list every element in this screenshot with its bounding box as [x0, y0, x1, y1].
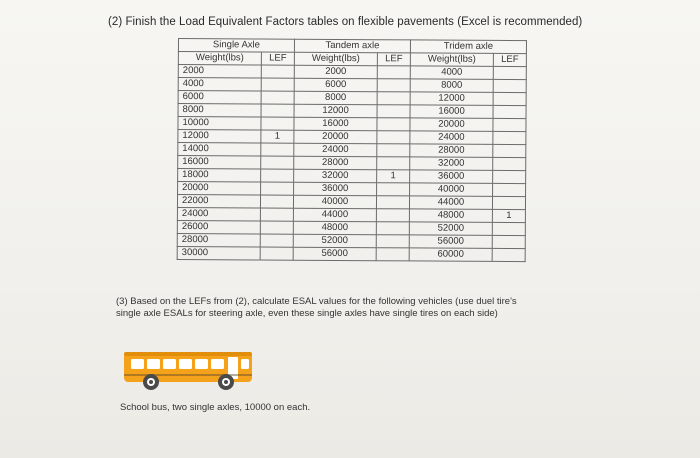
tridem-lef-cell: [493, 157, 526, 170]
lef-table-body: [177, 65, 526, 262]
single-weight-cell: 16000: [178, 156, 261, 170]
single-lef-header: LEF: [261, 52, 294, 65]
single-weight-cell: 20000: [178, 182, 261, 196]
tridem-lef-cell: [492, 222, 525, 235]
tandem-weight-cell: 2000: [294, 65, 377, 79]
single-lef-cell: [261, 78, 294, 91]
single-lef-cell: [261, 143, 294, 156]
tridem-weight-cell: 28000: [410, 144, 493, 158]
tridem-weight-header: Weight(lbs): [410, 53, 493, 67]
single-lef-cell: 1: [261, 130, 294, 143]
tridem-lef-cell: 1: [492, 209, 525, 222]
tandem-weight-cell: 12000: [294, 104, 377, 118]
single-weight-cell: 6000: [178, 91, 261, 105]
tandem-lef-cell: [376, 209, 409, 222]
bus-window: [195, 359, 208, 369]
single-lef-cell: [260, 195, 293, 208]
single-lef-cell: [260, 234, 293, 247]
single-weight-cell: 12000: [178, 130, 261, 144]
question-3-line-2: single axle ESALs for steering axle, even these single axles have single tires on each side): [116, 308, 498, 319]
tandem-weight-header: Weight(lbs): [294, 52, 377, 66]
tridem-lef-header: LEF: [493, 53, 526, 66]
question-3-text: [116, 296, 556, 320]
bus-front-hub-center: [224, 380, 228, 384]
tandem-weight-cell: 28000: [294, 156, 377, 170]
tridem-lef-cell: [493, 66, 526, 79]
single-axle-header: Single Axle: [178, 39, 294, 53]
tandem-lef-cell: [377, 79, 410, 92]
tandem-weight-cell: 6000: [294, 78, 377, 92]
tridem-weight-cell: 36000: [410, 170, 493, 184]
tridem-lef-cell: [492, 248, 525, 261]
lef-table: [177, 38, 527, 262]
bus-roof: [124, 352, 252, 356]
tridem-weight-cell: 56000: [409, 235, 492, 249]
single-lef-cell: [261, 169, 294, 182]
tandem-weight-cell: 56000: [293, 247, 376, 261]
tandem-lef-cell: [376, 235, 409, 248]
single-lef-cell: [261, 65, 294, 78]
tridem-weight-cell: 44000: [409, 196, 492, 210]
tridem-weight-cell: 40000: [410, 183, 493, 197]
single-weight-cell: 28000: [177, 233, 260, 247]
tridem-weight-cell: 12000: [410, 92, 493, 106]
question-2-heading: (2) Finish the Load Equivalent Factors tables on flexible pavements (Excel is recommended): [108, 16, 583, 28]
tridem-weight-cell: 20000: [410, 118, 493, 132]
tandem-weight-cell: 16000: [294, 117, 377, 131]
tandem-lef-cell: [377, 183, 410, 196]
tridem-weight-cell: 48000: [409, 209, 492, 223]
tridem-axle-header: Tridem axle: [410, 40, 526, 54]
tandem-weight-cell: 24000: [294, 143, 377, 157]
tandem-lef-cell: [376, 222, 409, 235]
tridem-weight-cell: 60000: [409, 248, 492, 262]
tridem-lef-cell: [493, 118, 526, 131]
question-3-line-1: (3) Based on the LEFs from (2), calculate ESAL values for the following vehicles (use duel tire's: [116, 296, 517, 307]
school-bus-icon: [122, 348, 258, 392]
tandem-lef-cell: [377, 92, 410, 105]
tandem-lef-header: LEF: [377, 53, 410, 66]
tandem-lef-cell: [376, 196, 409, 209]
bus-windshield: [241, 359, 249, 369]
single-lef-cell: [261, 104, 294, 117]
single-weight-header: Weight(lbs): [178, 52, 261, 66]
bus-window: [163, 359, 176, 369]
tandem-weight-cell: 36000: [294, 182, 377, 196]
tandem-lef-cell: [377, 66, 410, 79]
tridem-lef-cell: [493, 170, 526, 183]
single-weight-cell: 30000: [177, 246, 260, 260]
tridem-weight-cell: 52000: [409, 222, 492, 236]
single-weight-cell: 18000: [178, 169, 261, 183]
tridem-lef-cell: [492, 196, 525, 209]
tandem-lef-cell: [377, 105, 410, 118]
bus-window: [131, 359, 144, 369]
tridem-weight-cell: 24000: [410, 131, 493, 145]
tandem-weight-cell: 52000: [293, 234, 376, 248]
single-weight-cell: 10000: [178, 117, 261, 131]
tridem-weight-cell: 16000: [410, 105, 493, 119]
tandem-axle-header: Tandem axle: [294, 39, 410, 53]
single-weight-cell: 8000: [178, 104, 261, 118]
bus-window: [211, 359, 224, 369]
tridem-lef-cell: [493, 92, 526, 105]
single-weight-cell: 4000: [178, 78, 261, 92]
bus-window: [179, 359, 192, 369]
tandem-lef-cell: [377, 131, 410, 144]
single-lef-cell: [260, 247, 293, 260]
bus-caption: School bus, two single axles, 10000 on each.: [120, 402, 311, 413]
bus-window: [147, 359, 160, 369]
tridem-weight-cell: 32000: [410, 157, 493, 171]
tridem-lef-cell: [493, 105, 526, 118]
bus-stripe: [124, 374, 252, 376]
tridem-lef-cell: [493, 131, 526, 144]
tandem-lef-cell: [376, 248, 409, 261]
single-lef-cell: [260, 208, 293, 221]
tandem-weight-cell: 32000: [294, 169, 377, 183]
single-lef-cell: [261, 182, 294, 195]
single-lef-cell: [261, 117, 294, 130]
tandem-weight-cell: 40000: [293, 195, 376, 209]
single-lef-cell: [261, 91, 294, 104]
tandem-weight-cell: 20000: [294, 130, 377, 144]
single-lef-cell: [260, 221, 293, 234]
tandem-weight-cell: 48000: [293, 221, 376, 235]
single-weight-cell: 26000: [177, 220, 260, 234]
table-row: [177, 246, 525, 261]
tandem-lef-cell: [377, 144, 410, 157]
single-weight-cell: 14000: [178, 143, 261, 157]
tandem-weight-cell: 8000: [294, 91, 377, 105]
tridem-lef-cell: [492, 235, 525, 248]
single-weight-cell: 22000: [177, 195, 260, 209]
tandem-weight-cell: 44000: [293, 208, 376, 222]
tandem-lef-cell: [377, 118, 410, 131]
bus-rear-hub-center: [149, 380, 153, 384]
tandem-lef-cell: 1: [377, 170, 410, 183]
single-weight-cell: 24000: [177, 207, 260, 221]
tridem-lef-cell: [493, 144, 526, 157]
tridem-lef-cell: [493, 79, 526, 92]
tandem-lef-cell: [377, 157, 410, 170]
single-lef-cell: [261, 156, 294, 169]
tridem-weight-cell: 8000: [410, 79, 493, 93]
tridem-lef-cell: [493, 183, 526, 196]
tridem-weight-cell: 4000: [410, 66, 493, 80]
single-weight-cell: 2000: [178, 65, 261, 79]
